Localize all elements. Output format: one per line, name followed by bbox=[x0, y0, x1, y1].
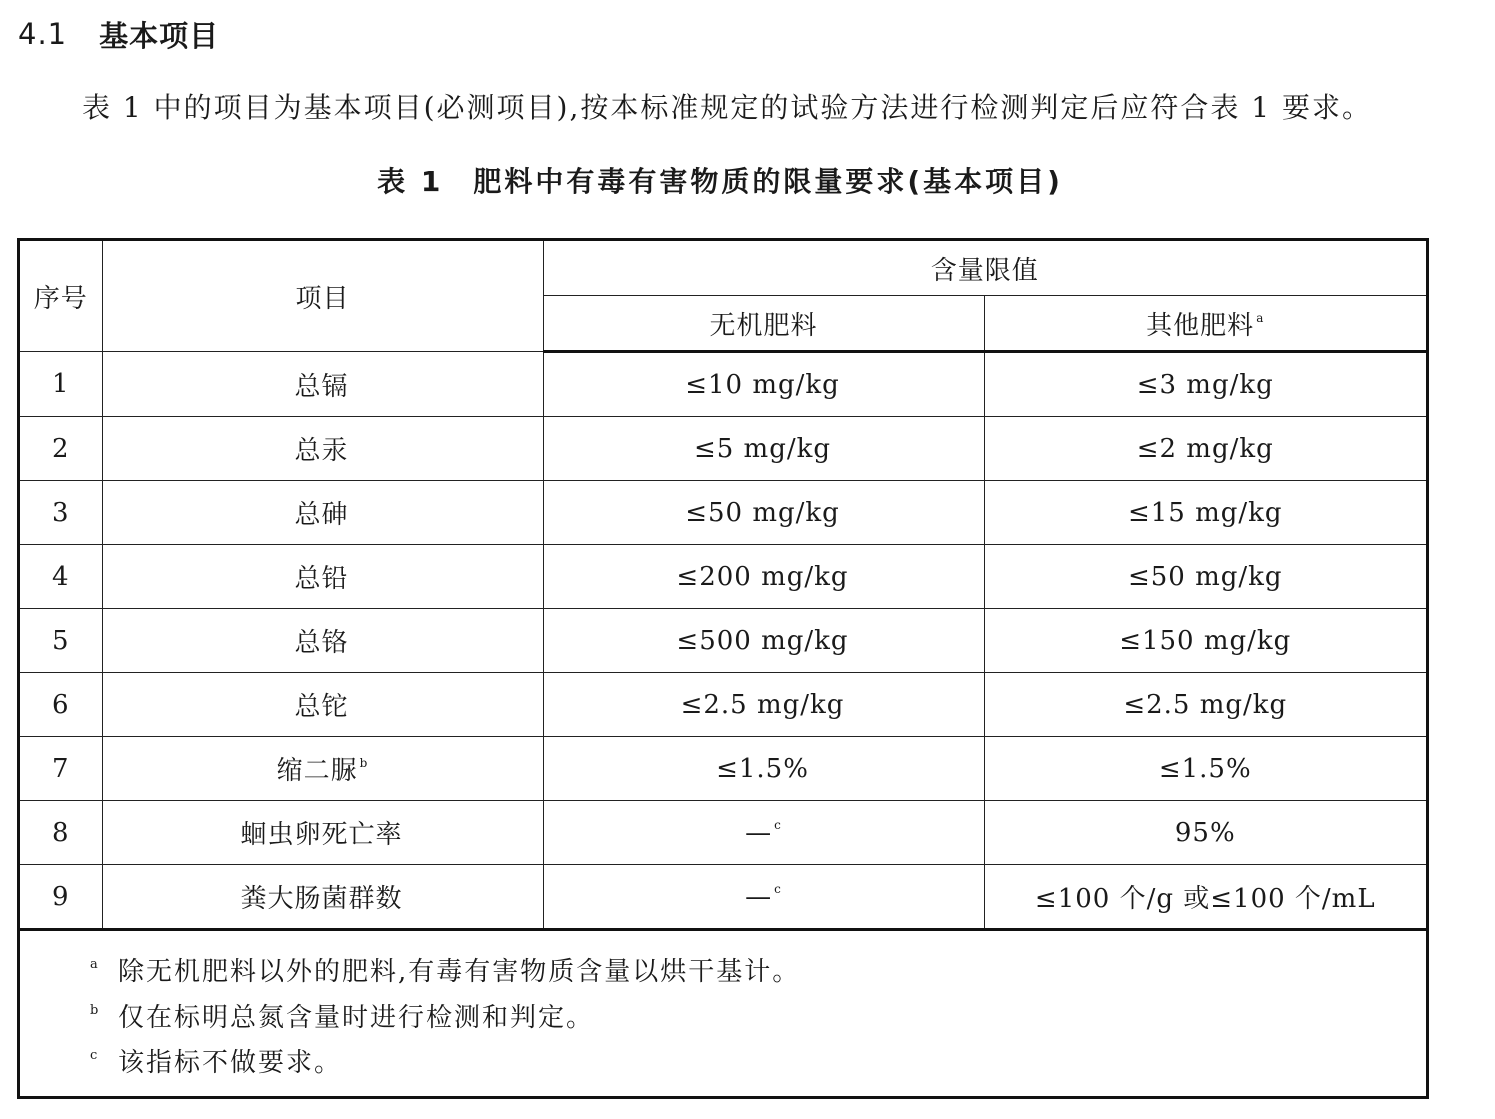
row-other-cell bbox=[984, 673, 1426, 737]
row-index-cell-value: 3 bbox=[51, 497, 70, 528]
limits-table bbox=[20, 241, 1426, 931]
row-item-cell-value: 总铅 bbox=[294, 564, 349, 594]
row-index-cell bbox=[20, 865, 102, 930]
row-index-cell bbox=[20, 801, 102, 865]
table-row bbox=[20, 481, 1426, 545]
table-row bbox=[20, 609, 1426, 673]
row-other-cell bbox=[984, 417, 1426, 481]
header-index: 序号 bbox=[20, 241, 102, 352]
table-row bbox=[20, 801, 1426, 865]
table-row bbox=[20, 417, 1426, 481]
table-row bbox=[20, 737, 1426, 801]
row-item-cell-value: 缩二脲 bbox=[276, 756, 358, 786]
section-heading bbox=[18, 14, 219, 54]
row-index-cell bbox=[20, 609, 102, 673]
row-inorganic-cell-value: ≤200 mg/kg bbox=[676, 561, 849, 592]
row-item-cell-value: 总镉 bbox=[294, 371, 349, 402]
row-item-cell bbox=[102, 481, 543, 545]
row-index-cell-value: 5 bbox=[51, 625, 70, 656]
footnote-marker: b bbox=[359, 756, 369, 770]
row-index-cell-value: 9 bbox=[51, 881, 70, 912]
row-item-cell-value: 总汞 bbox=[294, 436, 349, 466]
footnote-marker: a bbox=[1256, 310, 1265, 325]
note-text: 该指标不做要求。 bbox=[118, 1048, 343, 1078]
row-inorganic-cell bbox=[543, 737, 984, 801]
note-a bbox=[90, 951, 800, 988]
row-item-cell bbox=[102, 417, 543, 481]
row-other-cell bbox=[984, 609, 1426, 673]
row-index-cell-value: 7 bbox=[51, 753, 70, 784]
row-index-cell bbox=[20, 481, 102, 545]
row-other-cell bbox=[984, 737, 1426, 801]
note-mark: b bbox=[90, 1003, 101, 1018]
row-other-cell-value: 95% bbox=[1174, 817, 1236, 848]
row-other-cell bbox=[984, 865, 1426, 930]
row-index-cell bbox=[20, 737, 102, 801]
row-item-cell-value: 总砷 bbox=[294, 500, 349, 530]
row-inorganic-cell bbox=[543, 673, 984, 737]
note-b bbox=[90, 997, 594, 1034]
row-item-cell bbox=[102, 801, 543, 865]
row-index-cell bbox=[20, 545, 102, 609]
table-row bbox=[20, 545, 1426, 609]
row-index-cell-value: 1 bbox=[51, 369, 70, 399]
row-item-cell bbox=[102, 352, 543, 417]
row-other-cell-value: ≤1.5% bbox=[1158, 753, 1252, 784]
footnote-marker: c bbox=[774, 817, 782, 832]
row-inorganic-cell-value: ≤10 mg/kg bbox=[685, 369, 840, 400]
row-item-cell-value: 粪大肠菌群数 bbox=[240, 884, 403, 914]
row-other-cell bbox=[984, 801, 1426, 865]
row-other-cell-value: ≤150 mg/kg bbox=[1119, 625, 1292, 656]
row-other-cell-value: ≤50 mg/kg bbox=[1127, 561, 1283, 592]
row-inorganic-cell-value: ≤500 mg/kg bbox=[676, 625, 849, 656]
row-inorganic-cell bbox=[543, 545, 984, 609]
row-inorganic-cell-value: — bbox=[745, 817, 773, 848]
row-other-cell-value: ≤15 mg/kg bbox=[1127, 497, 1283, 528]
row-item-cell bbox=[102, 673, 543, 737]
row-index-cell bbox=[20, 352, 102, 417]
table-row bbox=[20, 865, 1426, 930]
row-inorganic-cell bbox=[543, 801, 984, 865]
note-mark: c bbox=[90, 1048, 100, 1063]
table-number: 表 1 bbox=[377, 165, 444, 198]
header-item: 项目 bbox=[102, 241, 543, 352]
footnote-marker: c bbox=[774, 881, 782, 896]
header-other bbox=[984, 296, 1426, 352]
row-item-cell-value: 总铬 bbox=[294, 628, 349, 658]
row-inorganic-cell bbox=[543, 352, 984, 417]
row-item-cell-value: 总铊 bbox=[294, 692, 349, 722]
row-index-cell-value: 6 bbox=[51, 689, 70, 720]
row-other-cell bbox=[984, 545, 1426, 609]
row-other-cell-value: ≤2 mg/kg bbox=[1136, 433, 1274, 464]
row-index-cell bbox=[20, 417, 102, 481]
row-inorganic-cell-value: ≤2.5 mg/kg bbox=[680, 689, 845, 720]
header-other-label: 其他肥料 bbox=[1146, 310, 1255, 341]
row-item-cell-value: 蛔虫卵死亡率 bbox=[240, 820, 403, 850]
row-inorganic-cell bbox=[543, 481, 984, 545]
section-number: 4.1 bbox=[18, 17, 68, 51]
table-body bbox=[20, 352, 1426, 930]
note-text: 仅在标明总氮含量时进行检测和判定。 bbox=[118, 1003, 595, 1033]
row-index-cell-value: 2 bbox=[51, 433, 70, 464]
row-inorganic-cell-value: ≤50 mg/kg bbox=[685, 497, 840, 528]
row-item-cell bbox=[102, 609, 543, 673]
row-index-cell-value: 4 bbox=[51, 561, 70, 592]
section-title: 基本项目 bbox=[99, 18, 220, 53]
note-c bbox=[90, 1042, 342, 1079]
row-other-cell-value: ≤100 个/g 或≤100 个/mL bbox=[1034, 884, 1376, 914]
note-mark: a bbox=[90, 957, 100, 972]
row-inorganic-cell-value: ≤1.5% bbox=[716, 753, 809, 784]
row-other-cell-value: ≤3 mg/kg bbox=[1136, 369, 1274, 400]
row-other-cell-value: ≤2.5 mg/kg bbox=[1123, 689, 1288, 720]
row-index-cell bbox=[20, 673, 102, 737]
table-row bbox=[20, 673, 1426, 737]
row-inorganic-cell-value: — bbox=[745, 881, 773, 912]
note-text: 除无机肥料以外的肥料,有毒有害物质含量以烘干基计。 bbox=[118, 957, 801, 987]
table-caption-text: 肥料中有毒有害物质的限量要求(基本项目) bbox=[473, 165, 1063, 198]
row-other-cell bbox=[984, 352, 1426, 417]
row-item-cell bbox=[102, 737, 543, 801]
intro-paragraph: 表 1 中的项目为基本项目(必测项目),按本标准规定的试验方法进行检测判定后应符合表 1 要求。 bbox=[82, 91, 1372, 124]
row-item-cell bbox=[102, 865, 543, 930]
row-inorganic-cell-value: ≤5 mg/kg bbox=[693, 433, 832, 464]
row-index-cell-value: 8 bbox=[51, 817, 70, 848]
table-caption bbox=[0, 160, 1440, 200]
header-inorganic: 无机肥料 bbox=[543, 296, 984, 352]
table-row bbox=[20, 352, 1426, 417]
row-item-cell bbox=[102, 545, 543, 609]
row-inorganic-cell bbox=[543, 865, 984, 930]
header-limit-group: 含量限值 bbox=[543, 241, 1426, 296]
row-inorganic-cell bbox=[543, 417, 984, 481]
row-inorganic-cell bbox=[543, 609, 984, 673]
row-other-cell bbox=[984, 481, 1426, 545]
table-frame bbox=[17, 238, 1429, 1099]
